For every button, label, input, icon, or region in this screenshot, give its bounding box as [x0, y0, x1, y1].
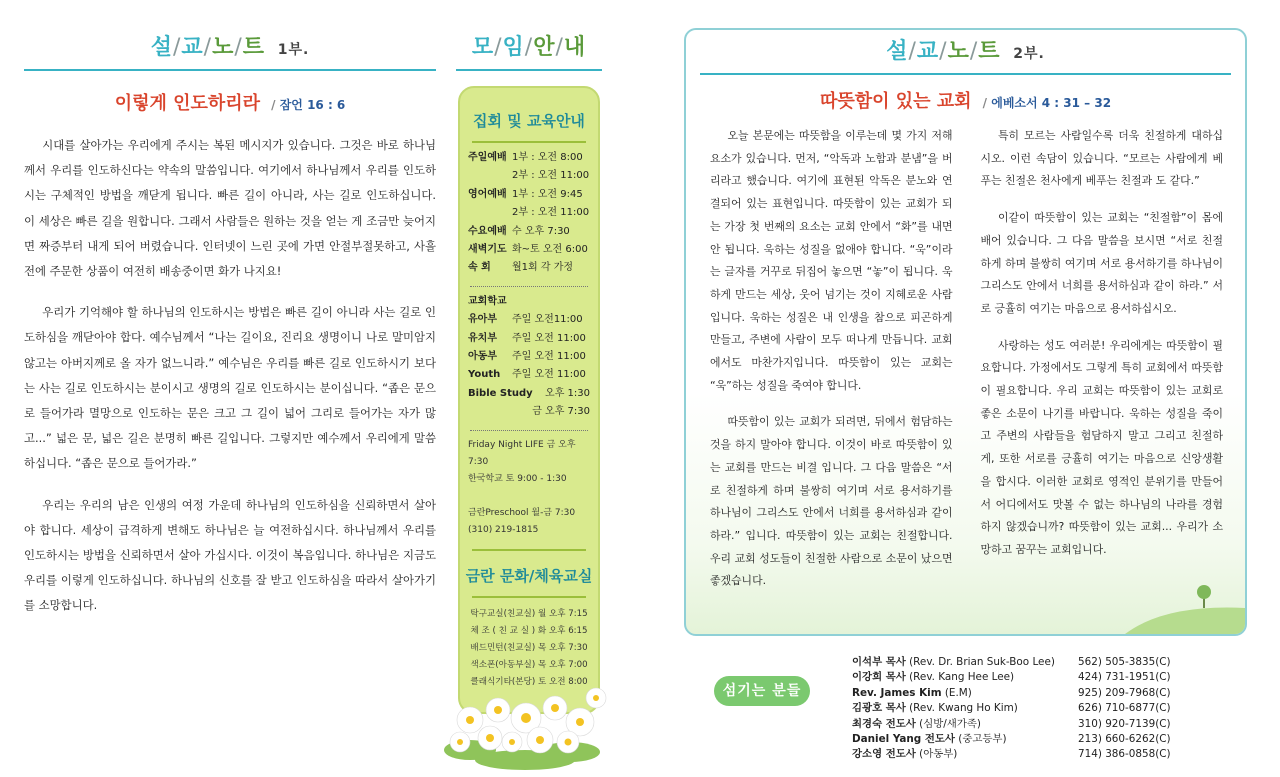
staff-row: 최경숙 전도사 (심방/새가족) 310) 920-7139(C) — [852, 717, 1171, 730]
school-title: 교회학교 — [468, 295, 507, 307]
worship-schedule — [460, 143, 598, 278]
schedule-row: 새벽기도 화~토 오전 6:00 — [468, 244, 588, 256]
part-label: 1부. — [277, 42, 310, 58]
schedule-row: Youth 주일 오전 11:00 — [468, 369, 586, 381]
schedule-row: Bible Study 오후 1:30 — [468, 387, 590, 399]
schedule-row: 영어예배 1부 : 오전 9:45 — [468, 188, 583, 200]
schedule-row: 속 회 월1회 각 가정 — [468, 262, 574, 274]
sermon-column-left — [710, 125, 953, 607]
dotted-divider — [470, 286, 588, 287]
paragraph: 사랑하는 성도 여러분! 우리에게는 따뜻함이 필요합니다. 가정에서도 그렇게 특히 교회에서 따뜻함이 필요합니다. 우리 교회는 따뜻함이 있는 교회로 좋은 소문이 나기를 바랍니다. 욱하는 성질을 죽이고 주변의 사람들을 험담하지 말고 그리고 친절하게, 또한 서로를 긍휼히 여기는 마음으로 신앙생활을 합시다. 이러한 교회로 영적인 분위기를 만들어서 어디에서도 맛볼 수 없는 하나님의 나라를 경험하지 않겠습니까? 따뜻함이 있는 교회... 우리가 소망하고 꿈꾸는 교회입니다. — [980, 338, 1223, 556]
schedule-row: 금 오후 7:30 — [532, 406, 590, 418]
schedule-row: 유아부 주일 오전11:00 — [468, 314, 583, 326]
schedule-row: 아동부 주일 오전 11:00 — [468, 351, 586, 363]
sermon-part1 — [24, 30, 436, 770]
other-schedule: Friday Night LIFE 금 오후 7:30 한국학교 토 9:00 - 1:30 금란Preschool 월-금 7:30 (310) 219-1815 — [468, 439, 576, 535]
sermon-title: 따뜻함이 있는 교회 — [819, 91, 972, 112]
sermon-body — [686, 125, 1245, 607]
daisy-flowers-image — [440, 680, 610, 770]
paragraph: 우리가 기억해야 할 하나님의 인도하시는 방법은 빠른 길이 아니라 사는 길로 인도하심을 깨닫아야 합다. 예수님께서 “나는 길이요, 진리요 생명이니 나로 말미암지 않고는 아버지께로 올 자가 없느니라.” 예수님은 우리를 빠른 길로 인도하시기 보다는 사는 길로 인도하시는 분이시고 생명의 길로 인도하시는 분이십니다. “좁은 문으로 들어가라 멸망으로 인도하는 문은 크고 그 길이 넓어 그리로 들어가는 자가 많고...” 넓은 문, 넓은 길은 분명히 빠른 길입니다. 그렇지만 예수께서 우리에게 말씀하십니다. “좁은 문으로 들어가라.” — [24, 305, 436, 471]
meeting-info — [456, 30, 602, 770]
schedule-row: 수요예배 수 오후 7:30 — [468, 225, 570, 237]
divider — [456, 69, 602, 71]
schedule-row: 유치부 주일 오전 11:00 — [468, 332, 586, 344]
scripture-ref: 잠언 16 : 6 — [279, 98, 346, 112]
schedule-box — [458, 86, 600, 714]
staff-row: 이강희 목사 (Rev. Kang Hee Lee) 424) 731-1951(C) — [852, 671, 1171, 684]
schedule-title: 집회 및 교육안내 — [473, 112, 585, 130]
sermon-column-right — [981, 125, 1224, 607]
paragraph: 이같이 따뜻함이 있는 교회는 “친절함”이 몸에 배어 있습니다. 그 다음 말씀을 보시면 “서로 친절하게 하며 불쌍히 여기며 서로 용서하기를 하나님이 그리스도 안에서 너희를 용서하심과 같이 하라.” 서로 긍휼히 여기는 마음으로 용서하십시오. — [980, 211, 1223, 315]
divider — [472, 596, 586, 598]
sermon-note-title: 설/교/노/트 1부. — [150, 35, 310, 60]
sermon-note-title: 설/교/노/트 2부. — [886, 39, 1045, 64]
culture-schedule: 탁구교실(친교실) 월 오후 7:15 체 조 ( 친 교 실 ) 화 오후 6:15 배드민턴(친교실) 목 오후 7:30 색소폰(아동부실) 목 오후 7:00 클래식기타(본당) 토 오전 8:00 — [470, 608, 588, 687]
paragraph: 따뜻함이 있는 교회가 되려면, 뒤에서 험담하는 것을 하지 말아야 합니다. 이것이 바로 따뜻함이 있는 교회를 만드는 비결 입니다. 그 다음 말씀은 “서로 친절하게 하며 불쌍히 여기며 서로 용서하기를 하나님이 그리스도 안에서 너희를 용서하심과 같이 하라.” 입니다. 따뜻함이 있는 교회는 친절합니다. 우리 교회 성도들이 친절한 사람으로 소문이 났으면 좋겠습니다. — [710, 415, 953, 588]
schedule-row: 2부 : 오전 11:00 — [512, 207, 590, 219]
sermon-part2 — [684, 28, 1247, 636]
divider — [24, 69, 436, 71]
paragraph: 특히 모르는 사람일수록 더욱 친절하게 대하십시오. 이런 속담이 있습니다. “모르는 사람에게 베푸는 친절은 천사에게 베푸는 친절과 도 같다.” — [980, 129, 1223, 188]
school-schedule — [460, 293, 598, 422]
staff-row: 강소영 전도사 (아동부) 714) 386-0858(C) — [852, 748, 1171, 761]
divider — [472, 549, 586, 551]
scripture-ref: 에베소서 4 : 31 – 32 — [991, 96, 1112, 110]
staff-row: 이석부 목사 (Rev. Dr. Brian Suk-Boo Lee) 562) 505-3835(C) — [852, 656, 1171, 668]
staff-row: Daniel Yang 전도사 (중고등부) 213) 660-6262(C) — [852, 733, 1171, 746]
schedule-row: 2부 : 오전 11:00 — [512, 170, 590, 182]
divider — [700, 73, 1231, 75]
paragraph: 우리는 우리의 남은 인생의 여정 가운데 하나님의 인도하심을 신뢰하면서 살아야 합니다. 세상이 급격하게 변해도 하나님은 늘 여전하십시다. 하나님께서 우리를 인도하시는 방법을 신뢰하면서 살아 가십시다. 이것이 복음입니다. 하나님은 지금도 우리를 이렇게 인도하십니다. 하나님의 신호를 잘 받고 인도하심을 따라서 살아가기를 소망합니다. — [24, 497, 436, 613]
schedule-row: 주일예배 1부 : 오전 8:00 — [468, 152, 583, 163]
paragraph: 시대를 살아가는 우리에게 주시는 복된 메시지가 있습니다. 그것은 바로 하나님께서 우리를 인도하신다는 약속의 말씀입니다. 여기에서 하나님께서 우리를 인도하시는 구체적인 방법을 깨닫게 됩니다. 빠른 길이 아니라, 사는 길로 인도하십니다. 이 세상은 빠른 길을 원합니다. 그래서 사람들은 원하는 것을 얻는 게 조금만 늦어지면 짜증부터 내게 되어 버렸습니다. 인터넷이 느린 곳에 가면 안절부절못하고, 사흘 전에 주문한 상품이 여전히 배송중이면 화가 나지요! — [24, 138, 436, 279]
hill-tree-image — [1125, 574, 1245, 634]
culture-title: 금란 문화/체육교실 — [465, 566, 593, 585]
paragraph: 오늘 본문에는 따뜻함을 이루는데 몇 가지 저해요소가 있습니다. 먼저, “악독과 노함과 분냄”을 버리라고 했습니다. 여기에 표현된 악독은 분노와 연결되어 있는 표현입니다. 따뜻함이 있는 교회가 되는 가장 첫 번째의 요소는 교회 안에서 “화”를 내면 안 됩니다. 욱하는 성질을 없애야 합니다. “욱”이라는 글자를 거꾸로 뒤집어 놓으면 “놓”이 됩니다. 욱하게 만드는 세상, 웃어 넘기는 것이 지혜로운 사람입니다. 욱하는 성질은 내 인생을 참으로 피곤하게 만들고, 주변에 사람이 모두 떠나게 만듭니다. 교회에서도 마찬가지입니다. 따뜻함이 있는 교회는 “욱”하는 성질을 죽여야 합니다. — [710, 129, 953, 392]
dotted-divider — [470, 430, 588, 431]
staff-row: Rev. James Kim (E.M) 925) 209-7968(C) — [852, 686, 1171, 699]
sermon-heading: 따뜻함이 있는 교회 / 에베소서 4 : 31 – 32 — [819, 91, 1112, 112]
meeting-title: 모/임/안/내 — [471, 35, 587, 60]
part-label: 2부. — [1013, 46, 1045, 62]
staff-list — [852, 655, 1272, 763]
sermon-body — [24, 133, 436, 619]
staff-label: 섬기는 분들 — [714, 676, 810, 706]
staff-row: 김광호 목사 (Rev. Kwang Ho Kim) 626) 710-6877(C) — [852, 702, 1171, 715]
sermon-heading: 이렇게 인도하리라 / 잠언 16 : 6 — [114, 93, 346, 114]
sermon-title: 이렇게 인도하리라 — [114, 93, 261, 114]
